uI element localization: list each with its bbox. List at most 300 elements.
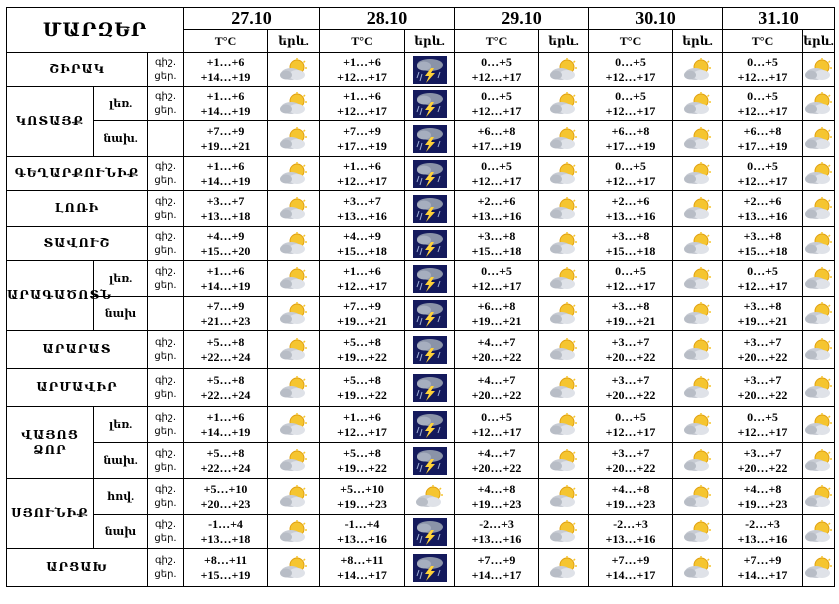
- temperature-range: [589, 157, 673, 191]
- temperature-range: [184, 53, 268, 87]
- temperature-range: [723, 53, 803, 87]
- night-temperature: +6…+8: [477, 123, 516, 138]
- partly-cloudy-sun-icon: [803, 129, 835, 146]
- temperature-range: [589, 121, 673, 157]
- weather-icon-cell: [539, 549, 589, 587]
- temperature-range: [723, 87, 803, 121]
- day-temperature: +12…+17: [737, 69, 788, 84]
- thunderstorm-icon: [413, 304, 447, 321]
- temperature-range: [184, 227, 268, 261]
- temperature-range: [320, 479, 405, 515]
- day-temperature: +20…+22: [737, 349, 788, 364]
- weather-icon-cell: [405, 331, 455, 369]
- region-row: [7, 297, 835, 331]
- day-temperature: +13…+18: [200, 208, 251, 223]
- weather-icon-cell: [405, 87, 455, 121]
- forecast-table: [6, 7, 835, 587]
- day-temperature: +12…+17: [605, 103, 656, 118]
- time-of-day-label: գիշ.: [154, 447, 177, 459]
- weather-icon-cell: [539, 331, 589, 369]
- night-temperature: +1…+6: [206, 409, 245, 424]
- time-of-day-label: գիշ.: [154, 160, 177, 172]
- temperature-range: [723, 191, 803, 227]
- day-temperature: +15…+20: [200, 243, 251, 258]
- temperature-range: [184, 87, 268, 121]
- weather-icon-cell: [673, 157, 723, 191]
- weather-column-header: երև.: [803, 30, 835, 53]
- time-of-day-label: ցեր.: [154, 532, 177, 544]
- temperature-range: [455, 549, 539, 587]
- weather-icon-cell: [268, 53, 320, 87]
- time-of-day-label: գիշ.: [154, 90, 177, 102]
- night-temperature: +4…+7: [477, 334, 516, 349]
- day-temperature: +12…+17: [605, 278, 656, 293]
- weather-icon-cell: [405, 369, 455, 407]
- time-of-day-label: գիշ.: [154, 265, 177, 277]
- temperature-range: [589, 407, 673, 443]
- temperature-range: [184, 443, 268, 479]
- weather-icon-cell: [405, 121, 455, 157]
- time-of-day-labels: [148, 297, 184, 331]
- thunderstorm-icon: [413, 558, 447, 575]
- weather-icon-cell: [673, 515, 723, 549]
- day-temperature: +20…+22: [737, 387, 788, 402]
- night-temperature: +4…+8: [611, 481, 650, 496]
- partly-cloudy-sun-icon: [548, 451, 580, 468]
- day-temperature: +15…+18: [605, 243, 656, 258]
- day-temperature: +12…+17: [337, 424, 387, 439]
- night-temperature: +7…+9: [477, 552, 516, 567]
- day-temperature: +14…+19: [200, 424, 251, 439]
- weather-icon-cell: [803, 515, 835, 549]
- partly-cloudy-sun-icon: [803, 164, 835, 181]
- day-temperature: +19…+21: [337, 313, 387, 328]
- temperature-column-header: T°C: [455, 30, 539, 53]
- weather-icon-cell: [673, 549, 723, 587]
- day-temperature: +20…+22: [605, 387, 656, 402]
- night-temperature: +1…+6: [206, 158, 245, 173]
- day-temperature: +22…+24: [200, 387, 251, 402]
- partly-cloudy-sun-icon: [548, 340, 580, 357]
- night-temperature: +8…+11: [203, 552, 247, 567]
- thunderstorm-icon: [413, 415, 447, 432]
- day-temperature: +13…+16: [337, 531, 387, 546]
- region-name: ԿՈՏԱՅՔ: [7, 87, 94, 157]
- weather-icon-cell: [268, 261, 320, 297]
- night-temperature: +1…+6: [206, 263, 245, 278]
- subregion-label: նախ.: [94, 443, 148, 479]
- temperature-range: [320, 121, 405, 157]
- night-temperature: +4…+8: [743, 481, 782, 496]
- date-header: 29.10: [455, 8, 589, 30]
- region-name: ԼՈՌԻ: [7, 191, 148, 227]
- partly-cloudy-sun-icon: [682, 522, 714, 539]
- night-temperature: +7…+9: [343, 123, 381, 138]
- weather-icon-cell: [539, 515, 589, 549]
- time-of-day-label: գիշ.: [154, 230, 177, 242]
- night-temperature: -2…+3: [745, 516, 780, 531]
- partly-cloudy-sun-icon: [278, 94, 310, 111]
- weather-icon-cell: [268, 227, 320, 261]
- temperature-range: [723, 121, 803, 157]
- partly-cloudy-sun-icon: [548, 199, 580, 216]
- region-name: ՏԱՎՈՒՇ: [7, 227, 148, 261]
- day-temperature: +20…+22: [605, 349, 656, 364]
- temperature-range: [184, 191, 268, 227]
- day-temperature: +14…+17: [471, 567, 522, 582]
- partly-cloudy-sun-icon: [803, 199, 835, 216]
- weather-icon-cell: [673, 227, 723, 261]
- night-temperature: 0…+5: [747, 54, 778, 69]
- partly-cloudy-sun-icon: [682, 234, 714, 251]
- night-temperature: +3…+7: [611, 334, 650, 349]
- temperature-range: [320, 515, 405, 549]
- time-of-day-labels: [148, 191, 184, 227]
- weather-icon-cell: [539, 443, 589, 479]
- weather-icon-cell: [268, 157, 320, 191]
- region-name: ԱՐՑԱԽ: [7, 549, 148, 587]
- night-temperature: +3…+7: [743, 334, 782, 349]
- partly-cloudy-sun-icon: [548, 60, 580, 77]
- partly-cloudy-sun-icon: [803, 522, 835, 539]
- night-temperature: +5…+10: [203, 481, 248, 496]
- weather-icon-cell: [268, 407, 320, 443]
- temperature-range: [455, 227, 539, 261]
- day-temperature: +14…+17: [737, 567, 788, 582]
- partly-cloudy-sun-icon: [278, 415, 310, 432]
- temperature-range: [589, 53, 673, 87]
- day-temperature: +13…+18: [200, 531, 251, 546]
- partly-cloudy-sun-icon: [278, 304, 310, 321]
- partly-cloudy-sun-icon: [803, 234, 835, 251]
- day-temperature: +14…+17: [605, 567, 656, 582]
- weather-icon-cell: [268, 549, 320, 587]
- day-temperature: +12…+17: [737, 103, 788, 118]
- temperature-column-header: T°C: [589, 30, 673, 53]
- day-temperature: +12…+17: [471, 278, 522, 293]
- time-of-day-labels: [148, 515, 184, 549]
- time-of-day-labels: [148, 53, 184, 87]
- partly-cloudy-sun-icon: [548, 94, 580, 111]
- time-of-day-label: ցեր.: [154, 209, 177, 221]
- temperature-range: [184, 515, 268, 549]
- region-name: ՎԱՅՈՑ ՁՈՐ: [7, 407, 94, 479]
- weather-icon-cell: [268, 331, 320, 369]
- thunderstorm-icon: [413, 94, 447, 111]
- night-temperature: +3…+8: [743, 298, 782, 313]
- day-temperature: +19…+22: [337, 349, 387, 364]
- day-temperature: +19…+22: [337, 460, 387, 475]
- day-temperature: +19…+21: [200, 138, 251, 153]
- night-temperature: 0…+5: [481, 158, 512, 173]
- time-of-day-label: ցեր.: [154, 174, 177, 186]
- time-of-day-labels: [148, 157, 184, 191]
- night-temperature: 0…+5: [481, 88, 512, 103]
- night-temperature: 0…+5: [615, 158, 646, 173]
- temperature-range: [184, 479, 268, 515]
- night-temperature: 0…+5: [615, 54, 646, 69]
- day-temperature: +12…+17: [337, 278, 387, 293]
- day-temperature: +20…+22: [471, 349, 522, 364]
- weather-icon-cell: [539, 121, 589, 157]
- time-of-day-labels: [148, 121, 184, 157]
- day-temperature: +20…+22: [471, 387, 522, 402]
- partly-cloudy-sun-icon: [548, 487, 580, 504]
- partly-cloudy-sun-icon: [278, 340, 310, 357]
- weather-column-header: երև.: [405, 30, 455, 53]
- region-row: [7, 87, 835, 121]
- night-temperature: +3…+7: [743, 372, 782, 387]
- weather-icon-cell: [405, 297, 455, 331]
- night-temperature: +1…+6: [343, 88, 381, 103]
- partly-cloudy-sun-icon: [803, 269, 835, 286]
- weather-icon-cell: [803, 407, 835, 443]
- night-temperature: 0…+5: [615, 88, 646, 103]
- weather-icon-cell: [405, 261, 455, 297]
- time-of-day-labels: [148, 443, 184, 479]
- thunderstorm-icon: [413, 199, 447, 216]
- temperature-range: [184, 157, 268, 191]
- day-temperature: +14…+19: [200, 103, 251, 118]
- time-of-day-labels: [148, 261, 184, 297]
- weather-icon-cell: [539, 479, 589, 515]
- weather-icon-cell: [803, 443, 835, 479]
- partly-cloudy-sun-icon: [803, 451, 835, 468]
- temperature-range: [320, 191, 405, 227]
- weather-icon-cell: [673, 53, 723, 87]
- day-temperature: +20…+22: [737, 460, 788, 475]
- region-name: ԱՐԱԳԱԾՈՏՆ: [7, 261, 94, 331]
- day-temperature: +22…+24: [200, 349, 251, 364]
- partly-cloudy-sun-icon: [278, 164, 310, 181]
- region-name: ԱՐԱՐԱՏ: [7, 331, 148, 369]
- day-temperature: +19…+23: [471, 496, 522, 511]
- day-temperature: +15…+19: [200, 567, 251, 582]
- temperature-range: [589, 443, 673, 479]
- time-of-day-label: ցեր.: [154, 461, 177, 473]
- weather-icon-cell: [803, 227, 835, 261]
- partly-cloudy-sun-icon: [803, 415, 835, 432]
- partly-cloudy-sun-icon: [682, 129, 714, 146]
- temperature-range: [320, 369, 405, 407]
- region-row: [7, 515, 835, 549]
- temperature-range: [455, 515, 539, 549]
- night-temperature: -2…+3: [479, 516, 514, 531]
- night-temperature: +8…+11: [340, 552, 384, 567]
- temperature-column-header: T°C: [320, 30, 405, 53]
- night-temperature: +7…+9: [743, 552, 782, 567]
- time-of-day-labels: [148, 369, 184, 407]
- day-temperature: +12…+17: [605, 424, 656, 439]
- partly-cloudy-sun-icon: [803, 94, 835, 111]
- day-temperature: +12…+17: [337, 173, 387, 188]
- weather-column-header: երև.: [673, 30, 723, 53]
- night-temperature: 0…+5: [615, 409, 646, 424]
- subregion-label: հով.: [94, 479, 148, 515]
- partly-cloudy-sun-icon: [682, 269, 714, 286]
- date-header: 27.10: [184, 8, 320, 30]
- night-temperature: +6…+8: [477, 298, 516, 313]
- temperature-range: [723, 549, 803, 587]
- night-temperature: +5…+10: [340, 481, 384, 496]
- region-row: [7, 191, 835, 227]
- time-of-day-labels: [148, 407, 184, 443]
- date-header: 28.10: [320, 8, 455, 30]
- time-of-day-labels: [148, 87, 184, 121]
- weather-icon-cell: [803, 53, 835, 87]
- temperature-range: [589, 549, 673, 587]
- temperature-range: [589, 331, 673, 369]
- day-temperature: +13…+16: [471, 531, 522, 546]
- region-row: [7, 53, 835, 87]
- weather-icon-cell: [405, 443, 455, 479]
- time-of-day-label: գիշ.: [154, 518, 177, 530]
- temperature-range: [589, 87, 673, 121]
- partly-cloudy-sun-icon: [278, 487, 310, 504]
- weather-column-header: երև.: [539, 30, 589, 53]
- weather-icon-cell: [268, 515, 320, 549]
- thunderstorm-icon: [413, 378, 447, 395]
- region-row: [7, 443, 835, 479]
- thunderstorm-icon: [413, 164, 447, 181]
- night-temperature: +4…+9: [206, 228, 245, 243]
- night-temperature: +2…+6: [611, 193, 650, 208]
- temperature-range: [320, 227, 405, 261]
- temperature-range: [184, 369, 268, 407]
- time-of-day-label: ցեր.: [154, 70, 177, 82]
- thunderstorm-icon: [413, 60, 447, 77]
- temperature-range: [320, 407, 405, 443]
- thunderstorm-icon: [413, 522, 447, 539]
- night-temperature: +1…+6: [206, 54, 245, 69]
- partly-cloudy-sun-icon: [414, 487, 446, 504]
- night-temperature: +6…+8: [743, 123, 782, 138]
- day-temperature: +14…+17: [337, 567, 387, 582]
- time-of-day-label: գիշ.: [154, 411, 177, 423]
- night-temperature: -2…+3: [613, 516, 648, 531]
- day-temperature: +17…+19: [605, 138, 656, 153]
- temperature-range: [320, 87, 405, 121]
- subregion-label: լեռ.: [94, 87, 148, 121]
- day-temperature: +19…+21: [737, 313, 788, 328]
- time-of-day-labels: [148, 227, 184, 261]
- temperature-range: [455, 407, 539, 443]
- night-temperature: -1…+4: [208, 516, 243, 531]
- weather-icon-cell: [405, 157, 455, 191]
- night-temperature: +7…+9: [206, 298, 245, 313]
- day-temperature: +15…+18: [737, 243, 788, 258]
- day-temperature: +14…+19: [200, 278, 251, 293]
- weather-icon-cell: [803, 121, 835, 157]
- temperature-range: [184, 549, 268, 587]
- weather-icon-cell: [268, 121, 320, 157]
- time-of-day-label: ցեր.: [154, 388, 177, 400]
- weather-icon-cell: [405, 53, 455, 87]
- subregion-label: լեռ.: [94, 407, 148, 443]
- weather-icon-cell: [673, 479, 723, 515]
- temperature-range: [455, 87, 539, 121]
- partly-cloudy-sun-icon: [682, 487, 714, 504]
- temperature-range: [455, 53, 539, 87]
- time-of-day-labels: [148, 479, 184, 515]
- day-temperature: +20…+22: [605, 460, 656, 475]
- weather-icon-cell: [268, 443, 320, 479]
- temperature-range: [723, 515, 803, 549]
- partly-cloudy-sun-icon: [278, 451, 310, 468]
- temperature-range: [455, 121, 539, 157]
- time-of-day-label: ցեր.: [154, 568, 177, 580]
- partly-cloudy-sun-icon: [803, 340, 835, 357]
- partly-cloudy-sun-icon: [682, 199, 714, 216]
- partly-cloudy-sun-icon: [548, 522, 580, 539]
- day-temperature: +20…+22: [471, 460, 522, 475]
- partly-cloudy-sun-icon: [803, 558, 835, 575]
- partly-cloudy-sun-icon: [682, 94, 714, 111]
- partly-cloudy-sun-icon: [548, 269, 580, 286]
- partly-cloudy-sun-icon: [548, 378, 580, 395]
- night-temperature: +5…+8: [343, 372, 381, 387]
- day-temperature: +15…+18: [337, 243, 387, 258]
- time-of-day-label: գիշ.: [154, 336, 177, 348]
- weather-icon-cell: [539, 227, 589, 261]
- weather-icon-cell: [268, 479, 320, 515]
- night-temperature: +1…+6: [343, 158, 381, 173]
- partly-cloudy-sun-icon: [682, 340, 714, 357]
- day-temperature: +12…+17: [471, 424, 522, 439]
- temperature-range: [589, 369, 673, 407]
- night-temperature: +7…+9: [206, 123, 245, 138]
- night-temperature: +5…+8: [206, 372, 245, 387]
- partly-cloudy-sun-icon: [278, 522, 310, 539]
- night-temperature: +3…+8: [611, 298, 650, 313]
- weather-icon-cell: [268, 87, 320, 121]
- day-temperature: +21…+23: [200, 313, 251, 328]
- weather-icon-cell: [803, 369, 835, 407]
- night-temperature: 0…+5: [747, 409, 778, 424]
- region-name: ՍՅՈՒՆԻՔ: [7, 479, 94, 549]
- temperature-range: [320, 549, 405, 587]
- night-temperature: +7…+9: [611, 552, 650, 567]
- day-temperature: +14…+19: [200, 69, 251, 84]
- temperature-range: [455, 331, 539, 369]
- day-temperature: +19…+23: [605, 496, 656, 511]
- temperature-range: [320, 297, 405, 331]
- night-temperature: +1…+6: [343, 409, 381, 424]
- night-temperature: +5…+8: [343, 445, 381, 460]
- region-row: [7, 407, 835, 443]
- day-temperature: +20…+23: [200, 496, 251, 511]
- night-temperature: +3…+7: [206, 193, 245, 208]
- partly-cloudy-sun-icon: [548, 415, 580, 432]
- weather-icon-cell: [803, 331, 835, 369]
- temperature-range: [589, 515, 673, 549]
- partly-cloudy-sun-icon: [682, 304, 714, 321]
- day-temperature: +12…+17: [737, 278, 788, 293]
- region-row: [7, 369, 835, 407]
- partly-cloudy-sun-icon: [278, 378, 310, 395]
- night-temperature: +2…+6: [743, 193, 782, 208]
- night-temperature: 0…+5: [615, 263, 646, 278]
- temperature-range: [184, 261, 268, 297]
- day-temperature: +12…+17: [337, 69, 387, 84]
- time-of-day-label: ցեր.: [154, 104, 177, 116]
- thunderstorm-icon: [413, 340, 447, 357]
- partly-cloudy-sun-icon: [278, 60, 310, 77]
- weather-icon-cell: [539, 87, 589, 121]
- time-of-day-label: ցեր.: [154, 244, 177, 256]
- weather-icon-cell: [673, 261, 723, 297]
- temperature-range: [320, 261, 405, 297]
